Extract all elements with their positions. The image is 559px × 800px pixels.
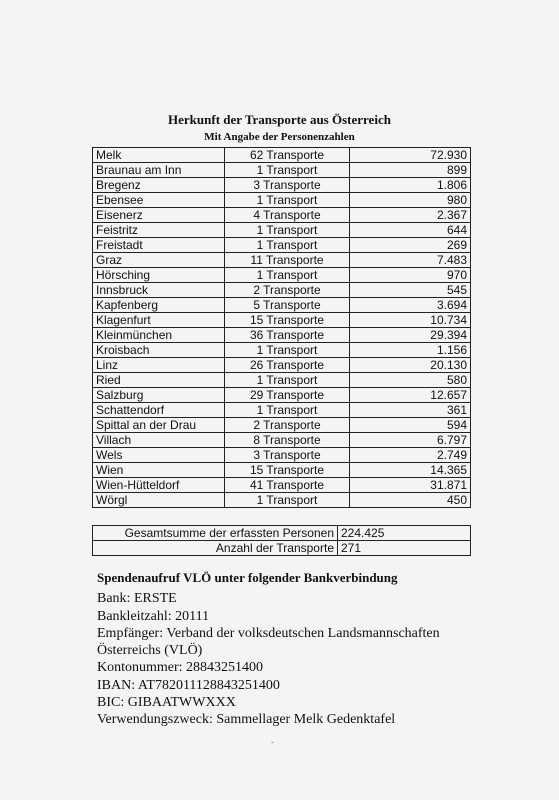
count-cell: 15 Transporte <box>225 313 350 328</box>
totals-table <box>92 525 471 556</box>
table-row <box>93 298 471 313</box>
count-cell: 11 Transporte <box>225 253 350 268</box>
transports-table-body <box>93 148 471 508</box>
count-cell: 26 Transporte <box>225 358 350 373</box>
persons-cell: 3.694 <box>350 298 471 313</box>
place-cell: Wien <box>93 463 225 478</box>
count-cell: 3 Transporte <box>225 448 350 463</box>
count-cell: 1 Transport <box>225 403 350 418</box>
persons-cell: 31.871 <box>350 478 471 493</box>
table-row <box>93 478 471 493</box>
donation-line-iban: IBAN: AT782011128843251400 <box>97 677 280 693</box>
count-cell: 1 Transport <box>225 193 350 208</box>
table-row <box>93 223 471 238</box>
table-row <box>93 268 471 283</box>
table-row <box>93 178 471 193</box>
donation-line-account: Kontonummer: 28843251400 <box>97 660 264 676</box>
count-cell: 2 Transporte <box>225 283 350 298</box>
place-cell: Spittal an der Drau <box>93 418 225 433</box>
donation-line-bank: Bank: ERSTE <box>97 591 177 607</box>
table-row <box>93 418 471 433</box>
table-row <box>93 193 471 208</box>
page-mark: - <box>271 737 274 747</box>
place-cell: Wörgl <box>93 493 225 508</box>
count-cell: 62 Transporte <box>225 148 350 163</box>
count-cell: 2 Transporte <box>225 418 350 433</box>
table-row <box>93 388 471 403</box>
donation-line-bic: BIC: GIBAATWWXXX <box>97 695 236 711</box>
count-cell: 8 Transporte <box>225 433 350 448</box>
count-cell: 15 Transporte <box>225 463 350 478</box>
place-cell: Graz <box>93 253 225 268</box>
donation-line-recipient: Empfänger: Verband der volksdeutschen Landsmannschaften <box>97 625 440 641</box>
total-persons-label: Gesamtsumme der erfassten Personen <box>93 526 338 541</box>
persons-cell: 899 <box>350 163 471 178</box>
persons-cell: 12.657 <box>350 388 471 403</box>
table-row <box>93 493 471 508</box>
total-transports-label: Anzahl der Transporte <box>93 541 338 556</box>
count-cell: 1 Transport <box>225 238 350 253</box>
table-row <box>93 343 471 358</box>
place-cell: Ried <box>93 373 225 388</box>
place-cell: Eisenerz <box>93 208 225 223</box>
place-cell: Melk <box>93 148 225 163</box>
place-cell: Schattendorf <box>93 403 225 418</box>
persons-cell: 545 <box>350 283 471 298</box>
table-row <box>93 358 471 373</box>
total-persons-value: 224.425 <box>338 526 471 541</box>
place-cell: Klagenfurt <box>93 313 225 328</box>
count-cell: 1 Transport <box>225 493 350 508</box>
transports-table <box>92 147 471 508</box>
place-cell: Ebensee <box>93 193 225 208</box>
count-cell: 5 Transporte <box>225 298 350 313</box>
table-row <box>93 448 471 463</box>
count-cell: 4 Transporte <box>225 208 350 223</box>
count-cell: 29 Transporte <box>225 388 350 403</box>
total-transports-row <box>93 541 471 556</box>
table-row <box>93 208 471 223</box>
place-cell: Villach <box>93 433 225 448</box>
persons-cell: 14.365 <box>350 463 471 478</box>
persons-cell: 2.749 <box>350 448 471 463</box>
table-row <box>93 403 471 418</box>
persons-cell: 361 <box>350 403 471 418</box>
table-row <box>93 463 471 478</box>
persons-cell: 6.797 <box>350 433 471 448</box>
persons-cell: 7.483 <box>350 253 471 268</box>
document-subtitle: Mit Angabe der Personenzahlen <box>204 131 355 143</box>
persons-cell: 29.394 <box>350 328 471 343</box>
table-row <box>93 163 471 178</box>
donation-line-purpose: Verwendungszweck: Sammellager Melk Gedenktafel <box>97 712 396 728</box>
count-cell: 1 Transport <box>225 268 350 283</box>
table-row <box>93 328 471 343</box>
persons-cell: 980 <box>350 193 471 208</box>
count-cell: 41 Transporte <box>225 478 350 493</box>
persons-cell: 450 <box>350 493 471 508</box>
persons-cell: 580 <box>350 373 471 388</box>
place-cell: Wels <box>93 448 225 463</box>
persons-cell: 269 <box>350 238 471 253</box>
donation-line-bankleitzahl: Bankleitzahl: 20111 <box>97 608 210 624</box>
count-cell: 1 Transport <box>225 223 350 238</box>
persons-cell: 20.130 <box>350 358 471 373</box>
donation-heading: Spendenaufruf VLÖ unter folgender Bankverbindung <box>97 570 398 585</box>
table-row <box>93 238 471 253</box>
place-cell: Freistadt <box>93 238 225 253</box>
donation-line-recipient-cont: Österreichs (VLÖ) <box>97 643 203 659</box>
place-cell: Braunau am Inn <box>93 163 225 178</box>
persons-cell: 72.930 <box>350 148 471 163</box>
place-cell: Hörsching <box>93 268 225 283</box>
donation-section <box>97 569 537 729</box>
count-cell: 1 Transport <box>225 373 350 388</box>
persons-cell: 1.806 <box>350 178 471 193</box>
place-cell: Salzburg <box>93 388 225 403</box>
count-cell: 1 Transport <box>225 343 350 358</box>
persons-cell: 594 <box>350 418 471 433</box>
table-row <box>93 253 471 268</box>
total-persons-row <box>93 526 471 541</box>
table-row <box>93 373 471 388</box>
count-cell: 3 Transporte <box>225 178 350 193</box>
persons-cell: 644 <box>350 223 471 238</box>
place-cell: Innsbruck <box>93 283 225 298</box>
place-cell: Feistritz <box>93 223 225 238</box>
count-cell: 1 Transport <box>225 163 350 178</box>
persons-cell: 1.156 <box>350 343 471 358</box>
table-row <box>93 313 471 328</box>
persons-cell: 10.734 <box>350 313 471 328</box>
persons-cell: 2.367 <box>350 208 471 223</box>
document-title: Herkunft der Transporte aus Österreich <box>168 112 391 127</box>
place-cell: Linz <box>93 358 225 373</box>
total-transports-value: 271 <box>338 541 471 556</box>
place-cell: Kleinmünchen <box>93 328 225 343</box>
place-cell: Kapfenberg <box>93 298 225 313</box>
table-row <box>93 433 471 448</box>
place-cell: Bregenz <box>93 178 225 193</box>
place-cell: Kroisbach <box>93 343 225 358</box>
persons-cell: 970 <box>350 268 471 283</box>
table-row <box>93 283 471 298</box>
count-cell: 36 Transporte <box>225 328 350 343</box>
table-row <box>93 148 471 163</box>
place-cell: Wien-Hütteldorf <box>93 478 225 493</box>
